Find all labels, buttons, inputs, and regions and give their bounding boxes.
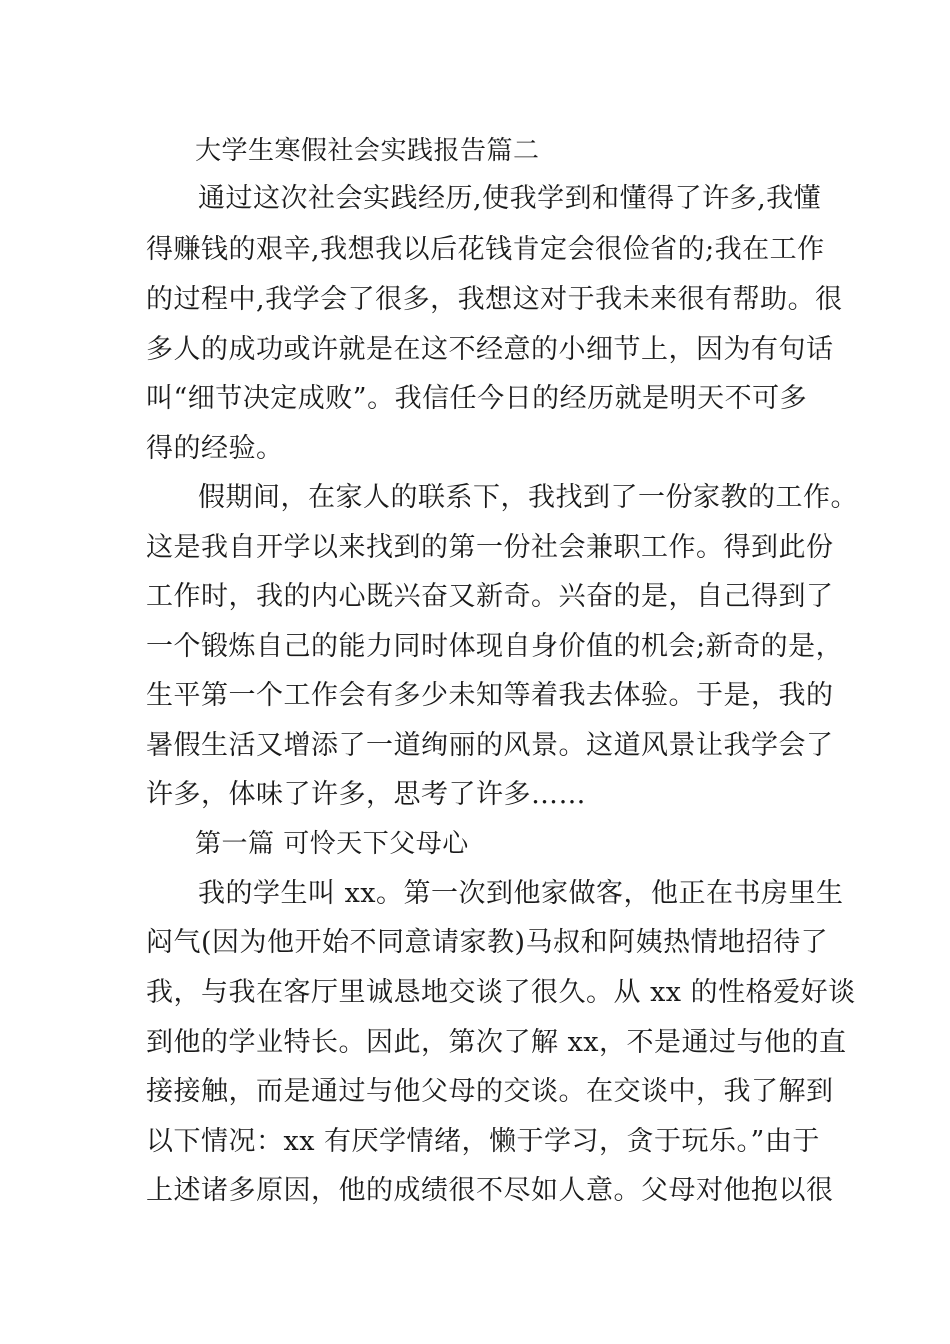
paragraph-line: 一个锻炼自己的能力同时体现自身价值的机会;新奇的是， (146, 631, 844, 662)
paragraph-line: 通过这次社会实践经历,使我学到和懂得了许多,我懂 (198, 183, 822, 214)
paragraph-line: 上述诸多原因，他的成绩很不尽如人意。父母对他抱以很 (146, 1175, 834, 1206)
paragraph-line: 假期间，在家人的联系下，我找到了一份家教的工作。 (198, 482, 858, 513)
paragraph-line: 叫“细节决定成败”。我信任今日的经历就是明天不可多 (146, 383, 808, 414)
paragraph-line: 工作时，我的内心既兴奋又新奇。兴奋的是，自己得到了 (146, 581, 834, 612)
paragraph-line: 得赚钱的艰辛,我想我以后花钱肯定会很俭省的;我在工作 (146, 234, 825, 265)
paragraph-line: 暑假生活又增添了一道绚丽的风景。这道风景让我学会了 (146, 730, 834, 761)
paragraph-line: 接接触，而是通过与他父母的交谈。在交谈中，我了解到 (146, 1076, 834, 1107)
paragraph-line: 得的经验。 (146, 433, 284, 464)
paragraph-line: 许多，体味了许多，思考了许多…… (146, 779, 586, 810)
paragraph-line: 这是我自开学以来找到的第一份社会兼职工作。得到此份 (146, 532, 834, 563)
paragraph-line: 多人的成功或许就是在这不经意的小细节上，因为有句话 (146, 334, 834, 365)
paragraph-line: 生平第一个工作会有多少未知等着我去体验。于是，我的 (146, 680, 834, 711)
section-heading: 大学生寒假社会实践报告篇二 (195, 136, 540, 166)
paragraph-line: 闷气(因为他开始不同意请家教)马叔和阿姨热情地招待了 (146, 927, 829, 958)
paragraph-line: 以下情况：xx 有厌学情绪，懒于学习，贪于玩乐。”由于 (146, 1126, 820, 1157)
section-heading: 第一篇 可怜天下父母心 (195, 829, 469, 859)
paragraph-line: 我的学生叫 xx。第一次到他家做客，他正在书房里生 (198, 878, 844, 909)
paragraph-line: 的过程中,我学会了很多，我想这对于我未来很有帮助。很 (146, 284, 843, 315)
paragraph-line: 我，与我在客厅里诚恳地交谈了很久。从 xx 的性格爱好谈 (146, 977, 856, 1008)
paragraph-line: 到他的学业特长。因此，第次了解 xx，不是通过与他的直 (146, 1027, 847, 1058)
